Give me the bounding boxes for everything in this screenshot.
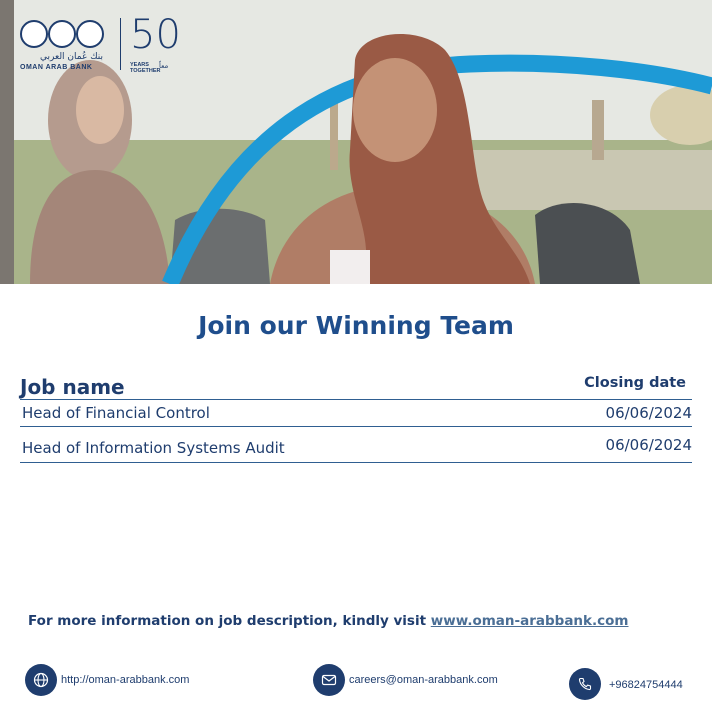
anniversary-arabic: معاً: [159, 63, 169, 70]
website-contact-text[interactable]: http://oman-arabbank.com: [61, 674, 190, 686]
envelope-icon: [313, 664, 345, 696]
phone-icon: [569, 668, 601, 700]
bank-logo: [18, 12, 181, 78]
row-rule: [20, 462, 692, 463]
anniversary-number: 50: [130, 12, 181, 58]
bank-name-arabic: بنك عُمان العربي: [40, 52, 104, 62]
bank-seal-right: [76, 20, 104, 48]
more-info-text: For more information on job description, kindly visit: [28, 613, 427, 629]
job-name-header: Job name: [20, 375, 125, 399]
closing-date: 06/06/2024: [605, 436, 692, 454]
more-info-line: [28, 613, 629, 629]
phone-contact-text[interactable]: +96824754444: [609, 679, 683, 691]
email-contact-text[interactable]: careers@oman-arabbank.com: [349, 674, 498, 686]
anniversary-english: YEARS TOGETHER: [130, 62, 161, 74]
bank-seal-center: [48, 20, 76, 48]
bank-seal-left: [20, 20, 48, 48]
job-title: Head of Financial Control: [22, 404, 210, 422]
closing-date-header: Closing date: [584, 375, 686, 391]
globe-icon: [25, 664, 57, 696]
logo-divider: [120, 18, 121, 70]
page-headline: Join our Winning Team: [198, 311, 514, 340]
header-rule: [20, 399, 692, 400]
bank-name-english: OMAN ARAB BANK: [20, 64, 93, 71]
website-link[interactable]: www.oman-arabbank.com: [430, 613, 629, 629]
row-rule: [20, 426, 692, 427]
job-title: Head of Information Systems Audit: [22, 439, 285, 457]
closing-date: 06/06/2024: [605, 404, 692, 422]
hero-photo: [0, 0, 712, 284]
